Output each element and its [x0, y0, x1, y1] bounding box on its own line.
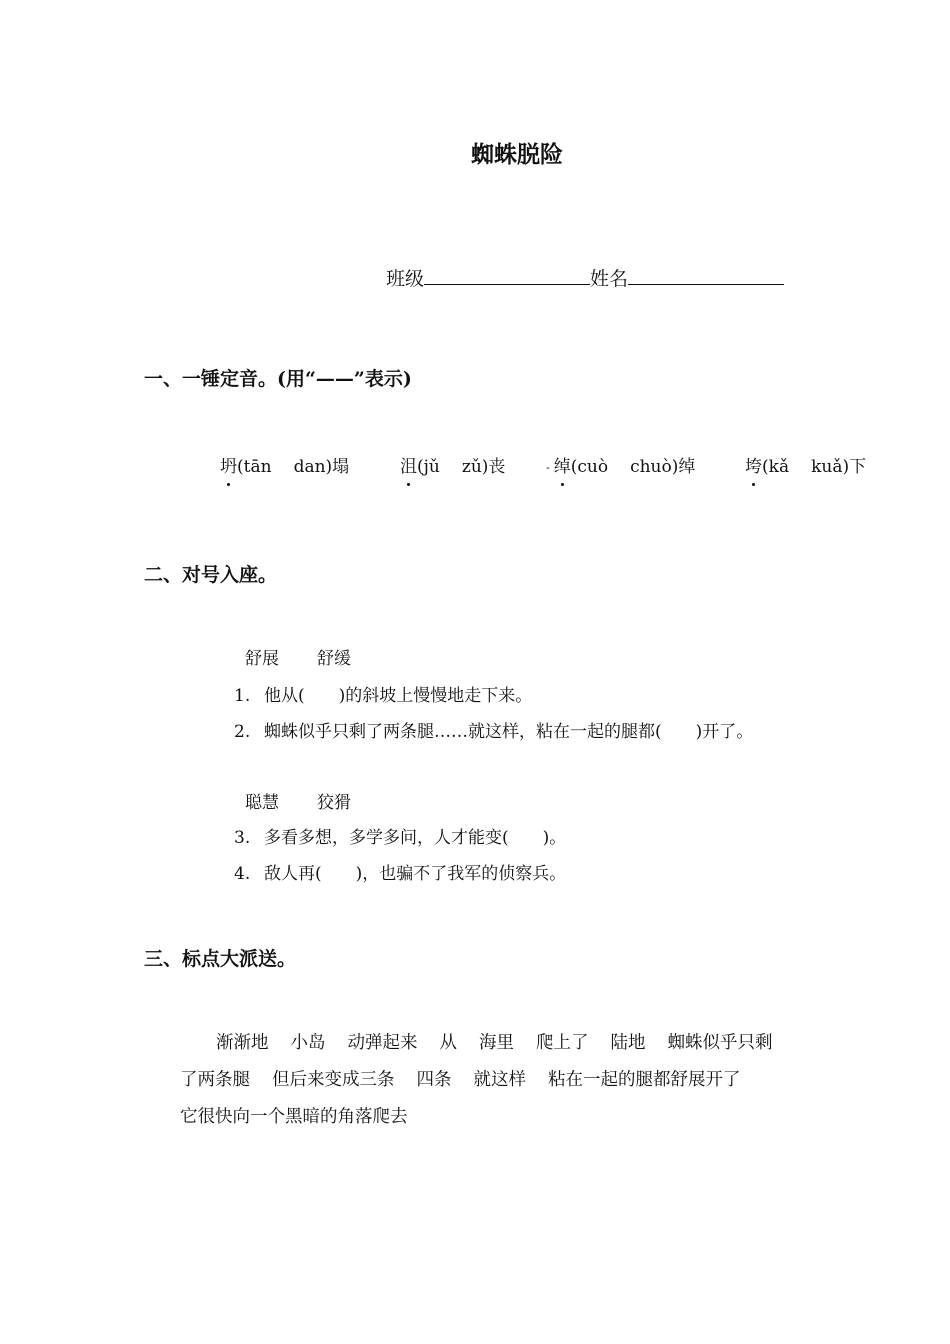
- tick-mark-icon: -: [546, 461, 550, 474]
- phrase: 粘在一起的腿都舒展开了: [548, 1070, 741, 1090]
- phrase: 从: [439, 1033, 457, 1053]
- pinyin-option[interactable]: zǔ: [461, 457, 482, 477]
- pinyin-option[interactable]: jǔ: [423, 457, 440, 477]
- word-bank: [245, 644, 351, 669]
- section1-heading: 一、一锤定音。(用“——”表示): [144, 368, 412, 390]
- page-title: 蜘蛛脱险: [471, 141, 563, 168]
- pinyin-item: 垮(kǎ kuǎ)下: [745, 452, 866, 477]
- pinyin-item: - 绰(cuò chuò)绰: [546, 452, 695, 477]
- passage-line: [180, 1066, 820, 1091]
- phrase: 渐渐地: [216, 1033, 269, 1053]
- question-text: 他从( )的斜坡上慢慢地走下来。: [264, 686, 533, 706]
- phrase: 陆地: [610, 1033, 646, 1053]
- question-item: [234, 859, 566, 884]
- class-name-row: [386, 264, 784, 291]
- question-number: 1.: [234, 686, 251, 706]
- section3-heading: 三、标点大派送。: [144, 948, 297, 970]
- question-item: [234, 681, 532, 706]
- word-choice: 舒展: [245, 649, 279, 669]
- question-text: 敌人再( )，也骗不了我军的侦察兵。: [264, 864, 567, 884]
- class-label: 班级: [386, 268, 425, 290]
- word-choice: 狡猾: [317, 793, 351, 813]
- passage-line: [216, 1029, 856, 1054]
- dotted-char: 沮: [400, 452, 417, 477]
- question-number: 4.: [234, 864, 251, 884]
- word-choice: 聪慧: [245, 793, 279, 813]
- dotted-char: 垮: [745, 452, 762, 477]
- pinyin-option[interactable]: tān: [243, 457, 272, 477]
- dotted-char: 坍: [220, 452, 237, 477]
- pinyin-item: 坍(tān dan)塌: [220, 452, 349, 477]
- question-item: [234, 717, 753, 742]
- pinyin-option[interactable]: chuò: [630, 457, 672, 477]
- phrase: 蜘蛛似乎只剩: [667, 1033, 773, 1053]
- name-blank[interactable]: [628, 284, 784, 285]
- phrase: 就这样: [473, 1070, 526, 1090]
- pinyin-option[interactable]: dan: [293, 457, 326, 477]
- word-choice: 舒缓: [317, 649, 351, 669]
- phrase: 小岛: [290, 1033, 326, 1053]
- dotted-char: 绰: [554, 452, 571, 477]
- phrase: 动弹起来: [347, 1033, 418, 1053]
- phrase: 了两条腿: [180, 1070, 250, 1090]
- class-blank[interactable]: [424, 284, 590, 285]
- pinyin-item: 沮(jǔ zǔ)丧: [400, 452, 505, 477]
- phrase: 四条: [416, 1070, 452, 1090]
- phrase: 但后来变成三条: [272, 1070, 395, 1090]
- question-number: 2.: [234, 722, 251, 742]
- pinyin-option[interactable]: cuò: [577, 457, 609, 477]
- phrase: 爬上了: [536, 1033, 589, 1053]
- word-bank: [245, 788, 351, 813]
- question-text: 多看多想，多学多问，人才能变( )。: [264, 828, 567, 848]
- section2-heading: 二、对号入座。: [144, 564, 278, 586]
- question-item: [234, 823, 566, 848]
- passage-line: [180, 1103, 820, 1128]
- phrase: 海里: [479, 1033, 514, 1053]
- phrase: 它很快向一个黑暗的角落爬去: [180, 1107, 408, 1127]
- pinyin-option[interactable]: kuǎ: [811, 457, 843, 477]
- pinyin-option[interactable]: kǎ: [768, 457, 790, 477]
- name-label: 姓名: [590, 268, 629, 290]
- question-number: 3.: [234, 828, 251, 848]
- question-text: 蜘蛛似乎只剩了两条腿……就这样，粘在一起的腿都( )开了。: [264, 722, 754, 742]
